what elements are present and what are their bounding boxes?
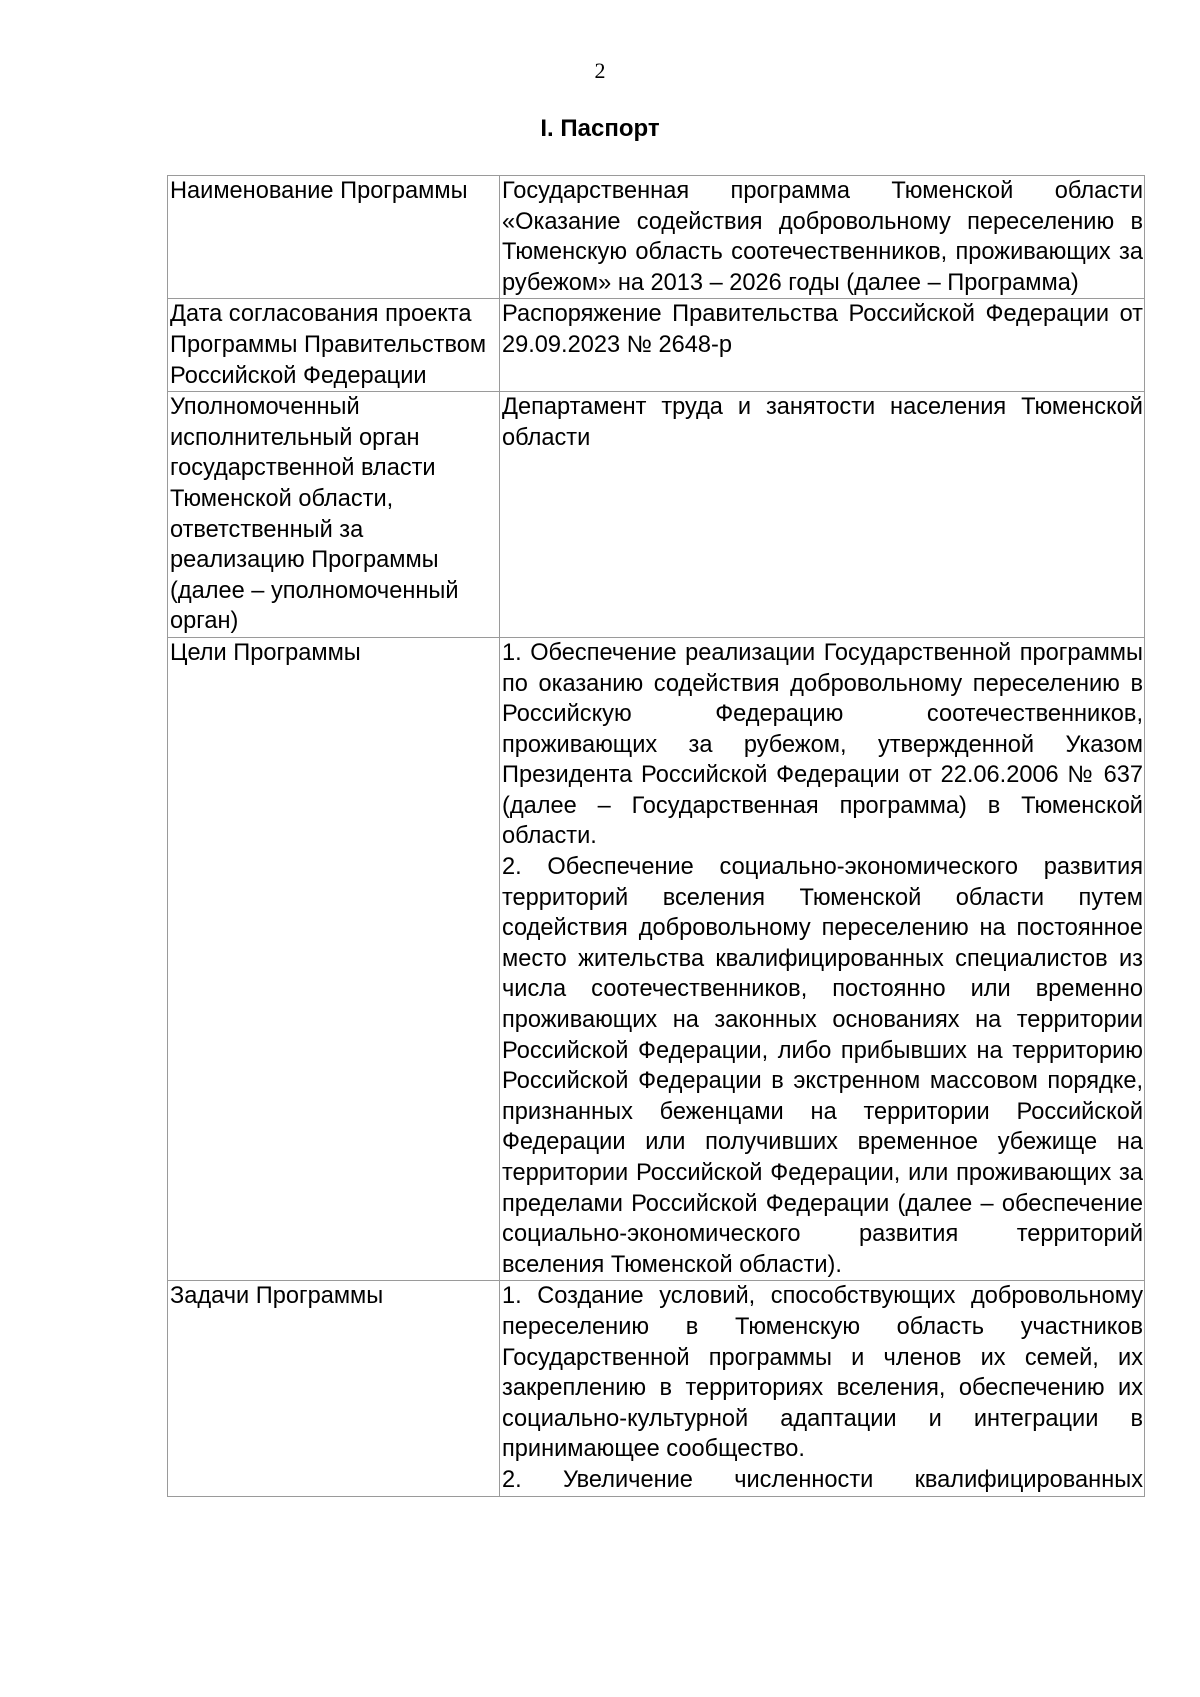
- value-paragraph: Государственная программа Тюменской области «Оказание содействия добровольному переселению в Тюменскую область соотечественников, проживающих за рубежом» на 2013 – 2026 годы (далее – Программа): [502, 178, 1143, 296]
- table-row: [168, 299, 1145, 392]
- row-value-authorized-body: [500, 392, 1145, 638]
- value-paragraph: 1. Создание условий, способствующих добровольному переселению в Тюменскую область участников Государственной программы и членов их семей, их закреплению в территориях вселения, обеспечению их социально-культурной адаптации и интеграции в принимающее сообщество.: [502, 1283, 1143, 1463]
- value-paragraph: Департамент труда и занятости населения Тюменской области: [502, 394, 1143, 451]
- row-value-goals: [500, 637, 1145, 1280]
- row-label-name: Наименование Программы: [168, 176, 500, 299]
- value-paragraph: Распоряжение Правительства Российской Федерации от 29.09.2023 № 2648-р: [502, 301, 1143, 358]
- row-value-name: [500, 176, 1145, 299]
- table-row: [168, 637, 1145, 1280]
- row-value-approval-date: [500, 299, 1145, 392]
- page-number: 2: [594, 58, 606, 83]
- row-label-approval-date: Дата согласования проекта Программы Правительством Российской Федерации: [168, 299, 500, 392]
- row-value-tasks: [500, 1281, 1145, 1496]
- section-title: I. Паспорт: [540, 115, 660, 142]
- value-paragraph: 2. Увеличение численности квалифицированных: [502, 1466, 1143, 1493]
- row-label-authorized-body: Уполномоченный исполнительный орган государственной власти Тюменской области, ответственный за реализацию Программы (далее – уполномоченный орган): [168, 392, 500, 638]
- table-row: [168, 392, 1145, 638]
- table-row: [168, 1281, 1145, 1496]
- value-paragraph: 1. Обеспечение реализации Государственной программы по оказанию содействия добровольному переселению в Российскую Федерацию соотечественников, проживающих за рубежом, утвержденной Указом Президента Российской Федерации от 22.06.2006 № 637 (далее – Государственная программа) в Тюменской области.: [502, 639, 1143, 850]
- value-paragraph: 2. Обеспечение социально-экономического развития территорий вселения Тюменской области путем содействия добровольному переселению на постоянное место жительства квалифицированных специалистов из числа соотечественников, постоянно или временно проживающих на законных основаниях на территории Российской Федерации, либо прибывших на территорию Российской Федерации в экстренном массовом порядке, признанных беженцами на территории Российской Федерации или получивших временное убежище на территории Российской Федерации, или проживающих за пределами Российской Федерации (далее – обеспечение социально-экономического развития территорий вселения Тюменской области).: [502, 854, 1143, 1278]
- table-row: [168, 176, 1145, 299]
- row-label-tasks: Задачи Программы: [168, 1281, 500, 1496]
- row-label-goals: Цели Программы: [168, 637, 500, 1280]
- passport-table: [167, 175, 1145, 1497]
